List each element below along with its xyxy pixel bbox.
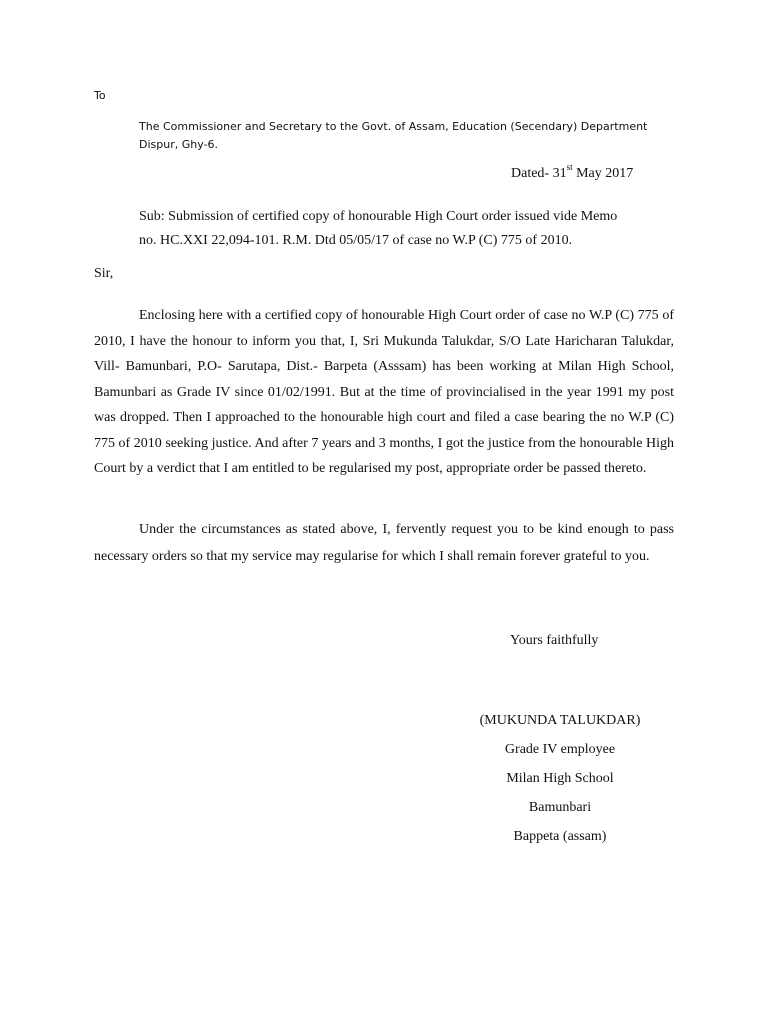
- recipient-address: [139, 118, 699, 154]
- signatory-district: Bappeta (assam): [513, 829, 607, 844]
- date-prefix: Dated- 31: [511, 166, 567, 181]
- body-paragraph-2: Under the circumstances as stated above, I, fervently request you to be kind enough to pass necessary orders so that my service may regularise for which I shall remain forever grateful to you.: [94, 522, 674, 564]
- recipient-line-1: The Commissioner and Secretary to the Govt. of Assam, Education (Secendary) Department: [139, 120, 648, 133]
- subject-line-1: Sub: Submission of certified copy of honourable High Court order issued vide Memo: [139, 209, 618, 224]
- signatory-name: (MUKUNDA TALUKDAR): [479, 713, 641, 728]
- to-label: To: [94, 89, 106, 102]
- closing-phrase: Yours faithfully: [510, 633, 599, 648]
- subject-block: [139, 205, 675, 253]
- salutation: Sir,: [94, 266, 114, 281]
- date-suffix: May 2017: [572, 166, 634, 181]
- signature-block: [440, 706, 680, 851]
- signatory-designation: Grade IV employee: [504, 742, 616, 757]
- letter-date: [511, 162, 634, 182]
- date-superscript: st: [566, 162, 573, 173]
- signatory-village: Bamunbari: [528, 800, 592, 815]
- signatory-school: Milan High School: [506, 771, 614, 786]
- subject-line-2: no. HC.XXI 22,094-101. R.M. Dtd 05/05/17 of case no W.P (C) 775 of 2010.: [139, 233, 573, 248]
- body-paragraph-1: Enclosing here with a certified copy of honourable High Court order of case no W.P (C) 775 of 2010, I have the honour to inform you that, I, Sri Mukunda Talukdar, S/O Late Haricharan Talukdar, Vill- Bamunbari, P.O- Sarutapa, Dist.- Barpeta (Asssam) has been working at Milan High School, Bamunbari as Grade IV since 01/02/1991. But at the time of provincialised in the year 1991 my post was dropped. Then I approached to the honourable high court and filed a case bearing the no W.P (C) 775 of 2010 seeking justice. And after 7 years and 3 months, I got the justice from the honourable High Court by a verdict that I am entitled to be regularised my post, appropriate order be passed thereto.: [94, 308, 674, 476]
- recipient-line-2: Dispur, Ghy-6.: [139, 138, 219, 151]
